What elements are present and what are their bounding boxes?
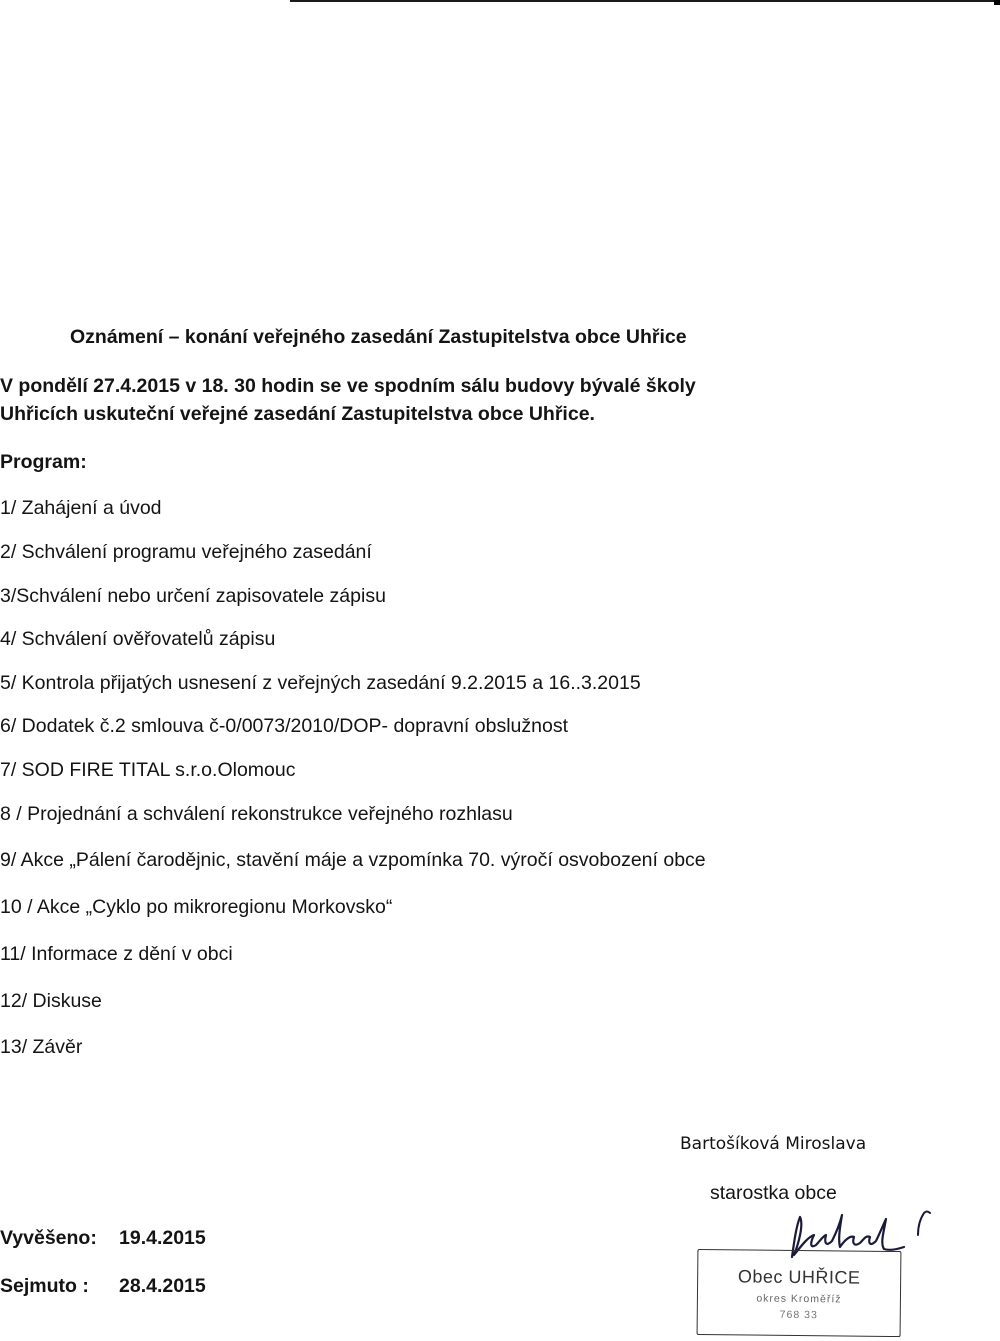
removed-date-row: [0, 1275, 206, 1298]
announcement-line-2: Uhřicích uskuteční veřejné zasedání Zastupitelstva obce Uhřice.: [0, 403, 595, 425]
document-title: Oznámení – konání veřejného zasedání Zastupitelstva obce Uhřice: [70, 326, 687, 348]
agenda-item: 4/ Schválení ověřovatelů zápisu: [0, 628, 276, 650]
agenda-item: 11/ Informace z dění v obci: [0, 943, 233, 965]
stamp-line-2: okres Kroměříž: [756, 1292, 842, 1306]
signer-name: Bartošíková Miroslava: [680, 1134, 867, 1154]
removed-label: Sejmuto :: [0, 1275, 89, 1297]
agenda-item: 13/ Závěr: [0, 1036, 83, 1058]
stamp-line-1: Obec UHŘICE: [737, 1266, 861, 1288]
removed-date: 28.4.2015: [119, 1275, 206, 1297]
agenda-item: 6/ Dodatek č.2 smlouva č-0/0073/2010/DOP- dopravní obslužnost: [0, 715, 568, 737]
agenda-item: 3/Schválení nebo určení zapisovatele zápisu: [0, 585, 386, 607]
posted-date: 19.4.2015: [119, 1227, 206, 1249]
agenda-item: 1/ Zahájení a úvod: [0, 497, 162, 519]
agenda-item: 5/ Kontrola přijatých usnesení z veřejných zasedání 9.2.2015 a 16..3.2015: [0, 672, 641, 694]
posted-label: Vyvěšeno:: [0, 1227, 97, 1249]
scan-edge-corner: [994, 0, 1000, 5]
agenda-item: 12/ Diskuse: [0, 990, 102, 1012]
signer-role: starostka obce: [710, 1182, 837, 1204]
meeting-announcement: [0, 372, 696, 428]
agenda-item: 2/ Schválení programu veřejného zasedání: [0, 541, 372, 563]
agenda-item: 10 / Akce „Cyklo po mikroregionu Morkovsko“: [0, 896, 393, 918]
stamp-line-3: 768 33: [779, 1308, 818, 1322]
posted-date-row: [0, 1227, 206, 1250]
agenda-item: 9/ Akce „Pálení čarodějnic, stavění máje a vzpomínka 70. výročí osvobození obce: [0, 849, 706, 871]
agenda-item: 7/ SOD FIRE TITAL s.r.o.Olomouc: [0, 759, 296, 781]
agenda-item: 8 / Projednání a schválení rekonstrukce veřejného rozhlasu: [0, 803, 513, 825]
announcement-line-1: V pondělí 27.4.2015 v 18. 30 hodin se ve spodním sálu budovy bývalé školy: [0, 375, 696, 397]
program-heading: Program:: [0, 451, 87, 473]
municipal-stamp: [697, 1249, 902, 1337]
scan-edge-line: [290, 0, 1000, 2]
